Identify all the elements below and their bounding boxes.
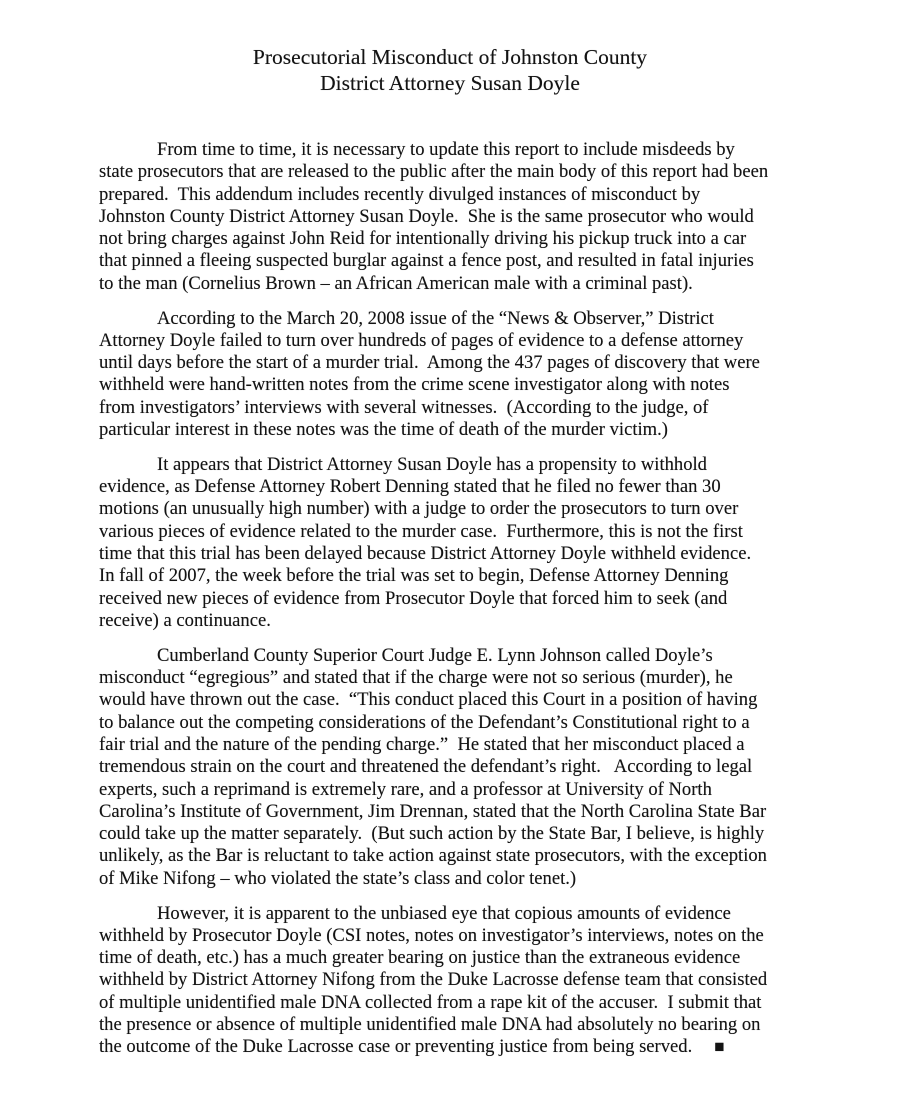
text-line: of Mike Nifong – who violated the state’s class and color tenet.)	[99, 867, 577, 889]
text-line: withheld were hand-written notes from the crime scene investigator along with notes	[99, 374, 730, 396]
text-line: tremendous strain on the court and threatened the defendant’s right. According to legal	[99, 756, 753, 778]
text-line: to balance out the competing considerations of the Defendant’s Constitutional right to a	[99, 711, 750, 733]
document-title	[0, 44, 900, 96]
text-line: time of death, etc.) has a much greater bearing on justice than the extraneous evidence	[99, 947, 741, 969]
text-line: From time to time, it is necessary to update this report to include misdeeds by	[157, 139, 735, 160]
text-line: could take up the matter separately. (But such action by the State Bar, I believe, is highly	[99, 823, 765, 845]
paragraph-3	[99, 454, 815, 632]
text-line: prepared. This addendum includes recently divulged instances of misconduct by	[99, 183, 701, 205]
text-line: unlikely, as the Bar is reluctant to take action against state prosecutors, with the exception	[99, 845, 767, 867]
text-line: receive) a continuance.	[99, 609, 271, 631]
paragraph-5	[99, 903, 815, 1059]
text-line: to the man (Cornelius Brown – an African American male with a criminal past).	[99, 272, 693, 294]
text-line: from investigators’ interviews with several witnesses. (According to the judge, of	[99, 396, 709, 418]
text-line: until days before the start of a murder trial. Among the 437 pages of discovery that were	[99, 352, 760, 374]
document-body	[99, 139, 815, 1071]
text-line: Carolina’s Institute of Government, Jim Drennan, stated that the North Carolina State Bar	[99, 800, 767, 822]
text-line: According to the March 20, 2008 issue of the “News & Observer,” District	[157, 307, 714, 329]
text-line: Attorney Doyle failed to turn over hundreds of pages of evidence to a defense attorney	[99, 329, 744, 351]
paragraph-2	[99, 308, 815, 442]
title-line-2: District Attorney Susan Doyle	[320, 71, 580, 95]
last-text-line	[99, 1036, 815, 1058]
text-line: motions (an unusually high number) with a judge to order the prosecutors to turn over	[99, 498, 739, 520]
text-line: various pieces of evidence related to the murder case. Furthermore, this is not the first	[99, 520, 743, 542]
text-line: would have thrown out the case. “This conduct placed this Court in a position of having	[99, 689, 758, 711]
text-line: not bring charges against John Reid for intentionally driving his pickup truck into a car	[99, 228, 747, 250]
text-line: the presence or absence of multiple unidentified male DNA had absolutely no bearing on	[99, 1013, 761, 1035]
text-line: withheld by Prosecutor Doyle (CSI notes, notes on investigator’s interviews, notes on the	[99, 924, 764, 946]
text-line: evidence, as Defense Attorney Robert Denning stated that he filed no fewer than 30	[99, 476, 721, 498]
text-line: misconduct “egregious” and stated that if the charge were not so serious (murder), he	[99, 667, 733, 689]
text-line: particular interest in these notes was the time of death of the murder victim.)	[99, 419, 668, 441]
text-line: received new pieces of evidence from Prosecutor Doyle that forced him to seek (and	[99, 587, 728, 609]
text-line: that pinned a fleeing suspected burglar against a fence post, and resulted in fatal injuries	[99, 250, 754, 272]
end-of-article-mark: ■	[714, 1037, 725, 1057]
paragraph-4	[99, 645, 815, 890]
text-line: It appears that District Attorney Susan Doyle has a propensity to withhold	[157, 453, 707, 475]
title-line-1: Prosecutorial Misconduct of Johnston County	[252, 45, 648, 69]
text-line: Johnston County District Attorney Susan Doyle. She is the same prosecutor who would	[99, 205, 754, 227]
text-line: the outcome of the Duke Lacrosse case or preventing justice from being served.	[99, 1036, 693, 1058]
text-line: experts, such a reprimand is extremely rare, and a professor at University of North	[99, 778, 712, 800]
text-line: However, it is apparent to the unbiased eye that copious amounts of evidence	[157, 902, 731, 924]
text-line: In fall of 2007, the week before the trial was set to begin, Defense Attorney Denning	[99, 565, 729, 587]
text-line: fair trial and the nature of the pending charge.” He stated that her misconduct placed a	[99, 733, 745, 755]
text-line: withheld by District Attorney Nifong from the Duke Lacrosse defense team that consisted	[99, 969, 768, 991]
text-line: of multiple unidentified male DNA collected from a rape kit of the accuser. I submit that	[99, 991, 762, 1013]
text-line: Cumberland County Superior Court Judge E. Lynn Johnson called Doyle’s	[157, 644, 713, 666]
text-line: time that this trial has been delayed because District Attorney Doyle withheld evidence.	[99, 543, 752, 565]
text-line: state prosecutors that are released to the public after the main body of this report had been	[99, 161, 769, 183]
paragraph-1	[99, 139, 815, 295]
